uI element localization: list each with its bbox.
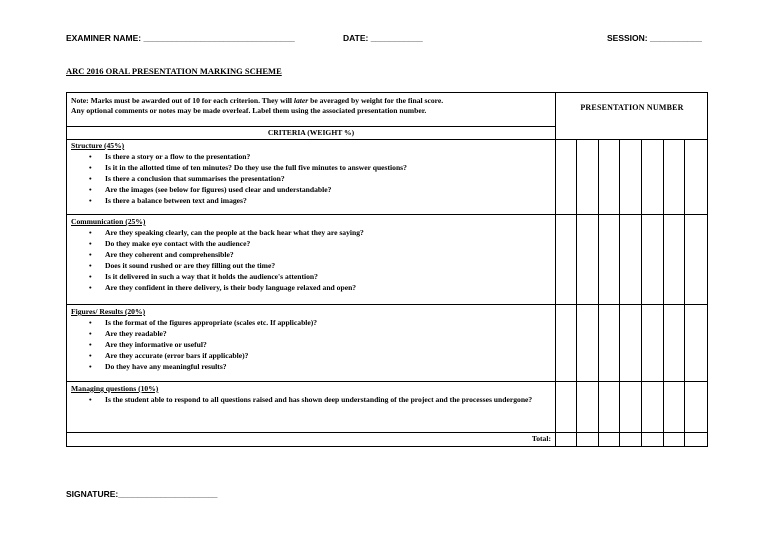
section-title: Structure (45%) — [71, 141, 125, 150]
score-column-line — [598, 139, 599, 446]
list-item: • Does it sound rushed or are they filling out the time? — [105, 260, 553, 271]
list-item: • Is the student able to respond to all questions raised and has shown deep understanding of the project and the processes undergone? — [105, 394, 553, 405]
note-text — [71, 96, 555, 116]
session-field: SESSION: ___________ — [607, 33, 702, 43]
date-field: DATE: ___________ — [343, 33, 423, 43]
list-item: • Are they accurate (error bars if applicable)? — [105, 350, 553, 361]
note-divider — [67, 126, 555, 127]
list-item: • Is there a story or a flow to the presentation? — [105, 151, 553, 162]
list-item: • Are they speaking clearly, can the people at the back hear what they are saying? — [105, 227, 553, 238]
section-questions — [71, 384, 553, 405]
section-communication — [71, 217, 553, 293]
figures-divider — [67, 381, 707, 382]
list-item: • Do they make eye contact with the audience? — [105, 238, 553, 249]
total-label: Total: — [531, 434, 551, 443]
list-item: • Is there a conclusion that summarises the presentation? — [105, 173, 553, 184]
note-line1-b: be averaged by weight for the final score. — [308, 96, 444, 105]
score-column-line — [663, 139, 664, 446]
list-item: • Is the format of the figures appropriate (scales etc. If applicable)? — [105, 317, 553, 328]
list-item: • Is there a balance between text and images? — [105, 195, 553, 206]
signature-field: SIGNATURE:_____________________ — [66, 489, 218, 499]
section-title: Managing questions (10%) — [71, 384, 159, 393]
score-column-line — [619, 139, 620, 446]
note-line2: Any optional comments or notes may be made overleaf. Label them using the associated presentation number. — [71, 106, 427, 115]
list-item: • Are they confident in there delivery, is their body language relaxed and open? — [105, 282, 553, 293]
list-item: • Do they have any meaningful results? — [105, 361, 553, 372]
header-divider — [67, 139, 707, 140]
presentation-number-label: PRESENTATION NUMBER — [580, 103, 684, 112]
examiner-name-field: EXAMINER NAME: ________________________________ — [66, 33, 295, 43]
page-title: ARC 2016 ORAL PRESENTATION MARKING SCHEME — [66, 66, 282, 76]
list-item: • Are the images (see below for figures) used clear and understandable? — [105, 184, 553, 195]
list-item: • Are they coherent and comprehensible? — [105, 249, 553, 260]
note-line1-a: Note: Marks must be awarded out of 10 for each criterion. They will — [71, 96, 294, 105]
section-structure — [71, 141, 553, 206]
marking-table — [66, 92, 708, 447]
score-column-line — [684, 139, 685, 446]
questions-divider — [67, 432, 707, 433]
score-column-line — [641, 139, 642, 446]
criteria-divider — [555, 93, 556, 446]
communication-divider — [67, 304, 707, 305]
list-item: • Are they informative or useful? — [105, 339, 553, 350]
structure-divider — [67, 214, 707, 215]
list-item: • Are they readable? — [105, 328, 553, 339]
section-title: Communication (25%) — [71, 217, 146, 226]
note-line1-emphasis: later — [293, 96, 309, 105]
section-title: Figures/ Results (20%) — [71, 307, 146, 316]
criteria-header: CRITERIA (WEIGHT %) — [267, 128, 355, 137]
list-item: • Is it delivered in such a way that it holds the audience's attention? — [105, 271, 553, 282]
list-item: • Is it in the allotted time of ten minutes? Do they use the full five minutes to answer questions? — [105, 162, 553, 173]
score-column-line — [576, 139, 577, 446]
section-figures — [71, 307, 553, 372]
